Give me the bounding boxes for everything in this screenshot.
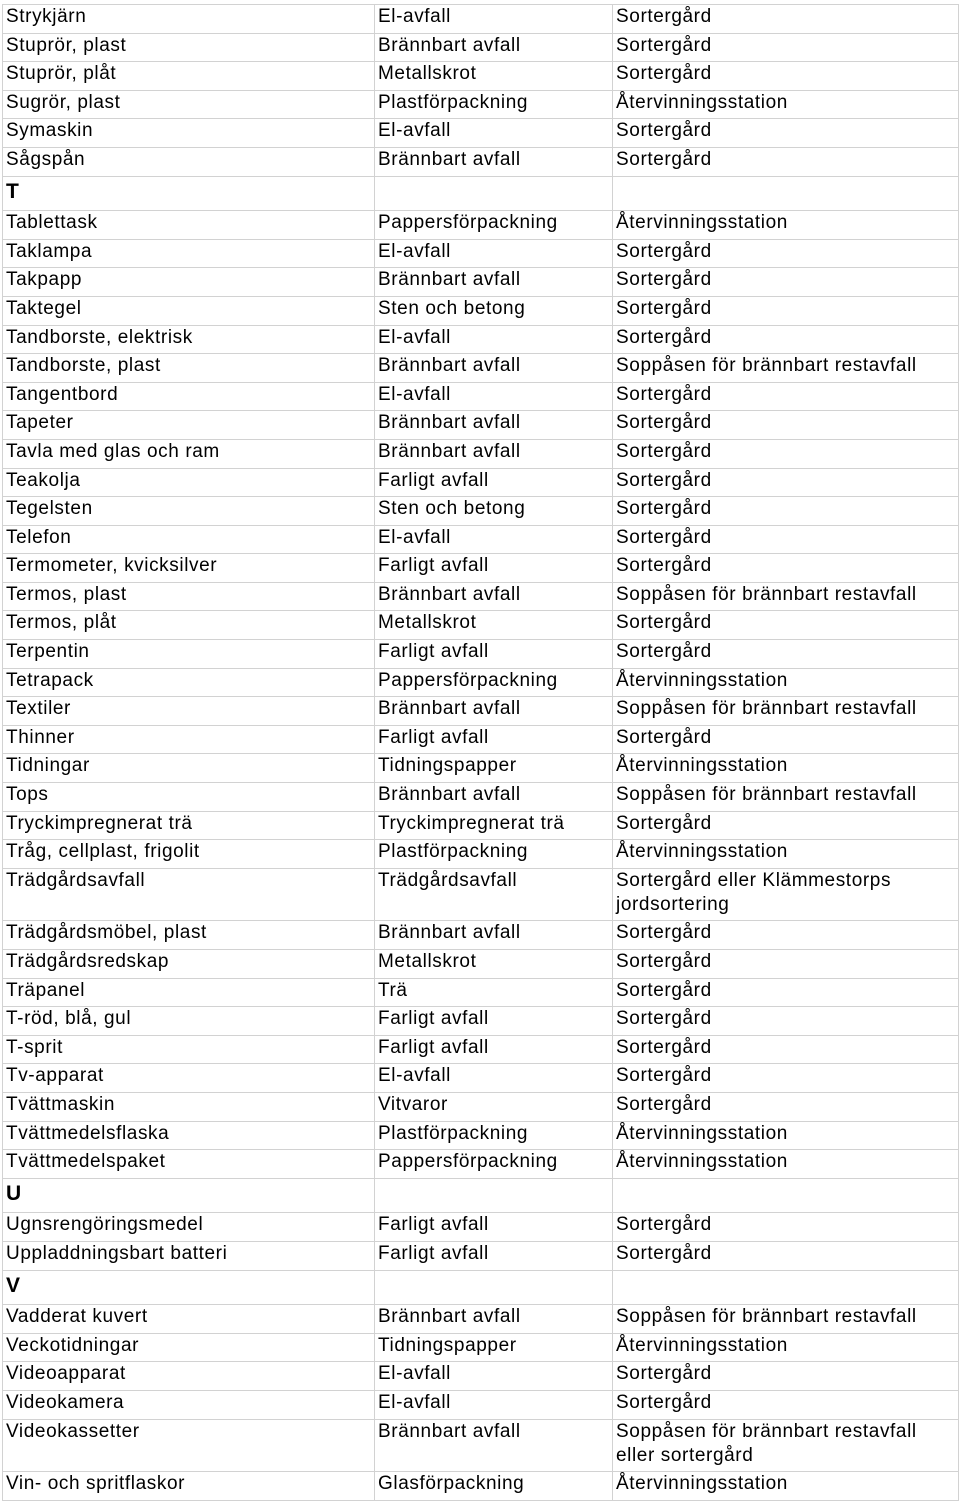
destination-cell: Återvinningsstation bbox=[613, 1472, 959, 1501]
item-name-cell: Tavla med glas och ram bbox=[3, 439, 375, 468]
item-name-cell: Tråg, cellplast, frigolit bbox=[3, 840, 375, 869]
waste-category-cell: Plastförpackning bbox=[375, 1121, 613, 1150]
item-name-cell: Stuprör, plast bbox=[3, 33, 375, 62]
destination-cell: Sortergård bbox=[613, 1213, 959, 1242]
table-row bbox=[3, 411, 959, 440]
table-row bbox=[3, 554, 959, 583]
item-name-cell: Textiler bbox=[3, 697, 375, 726]
section-letter: T bbox=[3, 176, 375, 211]
item-name-cell: Tegelsten bbox=[3, 497, 375, 526]
destination-cell: Sortergård eller Klämmestorps jordsortering bbox=[613, 868, 959, 921]
table-row bbox=[3, 1419, 959, 1472]
item-name-cell: Thinner bbox=[3, 725, 375, 754]
destination-cell: Sortergård bbox=[613, 1092, 959, 1121]
table-row bbox=[3, 950, 959, 979]
item-name-cell: Videokassetter bbox=[3, 1419, 375, 1472]
item-name-cell: Tandborste, elektrisk bbox=[3, 325, 375, 354]
table-row bbox=[3, 1472, 959, 1501]
waste-category-cell: El-avfall bbox=[375, 525, 613, 554]
item-name-cell: Tryckimpregnerat trä bbox=[3, 811, 375, 840]
item-name-cell: Strykjärn bbox=[3, 5, 375, 34]
item-name-cell: Telefon bbox=[3, 525, 375, 554]
destination-cell: Sortergård bbox=[613, 921, 959, 950]
destination-cell: Återvinningsstation bbox=[613, 211, 959, 240]
waste-category-cell: Brännbart avfall bbox=[375, 411, 613, 440]
destination-cell: Sortergård bbox=[613, 525, 959, 554]
table-row bbox=[3, 497, 959, 526]
item-name-cell: Videoapparat bbox=[3, 1362, 375, 1391]
table-row bbox=[3, 119, 959, 148]
waste-category-cell: Vitvaror bbox=[375, 1092, 613, 1121]
item-name-cell: Trädgårdsmöbel, plast bbox=[3, 921, 375, 950]
item-name-cell: Tvättmaskin bbox=[3, 1092, 375, 1121]
item-name-cell: Symaskin bbox=[3, 119, 375, 148]
table-row bbox=[3, 1121, 959, 1150]
item-name-cell: T-sprit bbox=[3, 1035, 375, 1064]
item-name-cell: Veckotidningar bbox=[3, 1333, 375, 1362]
waste-category-cell: Farligt avfall bbox=[375, 1035, 613, 1064]
table-row bbox=[3, 840, 959, 869]
item-name-cell: Tv-apparat bbox=[3, 1064, 375, 1093]
table-row bbox=[3, 1362, 959, 1391]
destination-cell: Sortergård bbox=[613, 5, 959, 34]
waste-category-cell: Sten och betong bbox=[375, 296, 613, 325]
empty-cell bbox=[613, 1178, 959, 1213]
destination-cell: Sortergård bbox=[613, 497, 959, 526]
waste-category-cell: El-avfall bbox=[375, 382, 613, 411]
empty-cell bbox=[375, 1270, 613, 1305]
table-row bbox=[3, 1035, 959, 1064]
destination-cell: Sortergård bbox=[613, 1390, 959, 1419]
waste-category-cell: El-avfall bbox=[375, 119, 613, 148]
destination-cell: Återvinningsstation bbox=[613, 90, 959, 119]
section-letter-row bbox=[3, 1270, 959, 1305]
item-name-cell: Tetrapack bbox=[3, 668, 375, 697]
waste-category-cell: Farligt avfall bbox=[375, 468, 613, 497]
destination-cell: Återvinningsstation bbox=[613, 754, 959, 783]
destination-cell: Sortergård bbox=[613, 268, 959, 297]
item-name-cell: Tangentbord bbox=[3, 382, 375, 411]
item-name-cell: Takpapp bbox=[3, 268, 375, 297]
waste-category-cell: El-avfall bbox=[375, 5, 613, 34]
table-row bbox=[3, 239, 959, 268]
destination-cell: Återvinningsstation bbox=[613, 840, 959, 869]
waste-category-cell: Brännbart avfall bbox=[375, 921, 613, 950]
empty-cell bbox=[375, 1178, 613, 1213]
table-row bbox=[3, 1241, 959, 1270]
item-name-cell: Tablettask bbox=[3, 211, 375, 240]
empty-cell bbox=[613, 176, 959, 211]
destination-cell: Sortergård bbox=[613, 1241, 959, 1270]
item-name-cell: Tandborste, plast bbox=[3, 354, 375, 383]
destination-cell: Sortergård bbox=[613, 468, 959, 497]
table-row bbox=[3, 296, 959, 325]
destination-cell: Sortergård bbox=[613, 1064, 959, 1093]
waste-category-cell: Farligt avfall bbox=[375, 554, 613, 583]
table-row bbox=[3, 611, 959, 640]
table-row bbox=[3, 921, 959, 950]
waste-category-cell: Tidningspapper bbox=[375, 1333, 613, 1362]
table-row bbox=[3, 978, 959, 1007]
item-name-cell: Tops bbox=[3, 783, 375, 812]
table-row bbox=[3, 325, 959, 354]
item-name-cell: Uppladdningsbart batteri bbox=[3, 1241, 375, 1270]
table-row bbox=[3, 147, 959, 176]
table-row bbox=[3, 62, 959, 91]
table-row bbox=[3, 811, 959, 840]
item-name-cell: Trädgårdsredskap bbox=[3, 950, 375, 979]
waste-category-cell: Trä bbox=[375, 978, 613, 1007]
table-row bbox=[3, 1333, 959, 1362]
destination-cell: Sortergård bbox=[613, 1007, 959, 1036]
item-name-cell: Tapeter bbox=[3, 411, 375, 440]
destination-cell: Sortergård bbox=[613, 554, 959, 583]
item-name-cell: Teakolja bbox=[3, 468, 375, 497]
table-row bbox=[3, 525, 959, 554]
table-row bbox=[3, 211, 959, 240]
waste-category-cell: Brännbart avfall bbox=[375, 783, 613, 812]
table-row bbox=[3, 33, 959, 62]
table-row bbox=[3, 1390, 959, 1419]
item-name-cell: Terpentin bbox=[3, 640, 375, 669]
waste-category-cell: Brännbart avfall bbox=[375, 268, 613, 297]
destination-cell: Sortergård bbox=[613, 725, 959, 754]
section-letter: U bbox=[3, 1178, 375, 1213]
item-name-cell: Tvättmedelsflaska bbox=[3, 1121, 375, 1150]
waste-category-cell: Brännbart avfall bbox=[375, 354, 613, 383]
waste-category-cell: El-avfall bbox=[375, 1390, 613, 1419]
table-row bbox=[3, 468, 959, 497]
item-name-cell: Ugnsrengöringsmedel bbox=[3, 1213, 375, 1242]
item-name-cell: Termometer, kvicksilver bbox=[3, 554, 375, 583]
destination-cell: Sortergård bbox=[613, 62, 959, 91]
destination-cell: Sortergård bbox=[613, 147, 959, 176]
destination-cell: Sortergård bbox=[613, 296, 959, 325]
destination-cell: Sortergård bbox=[613, 382, 959, 411]
table-body bbox=[3, 5, 959, 1501]
item-name-cell: Tidningar bbox=[3, 754, 375, 783]
waste-category-cell: Brännbart avfall bbox=[375, 439, 613, 468]
item-name-cell: Träpanel bbox=[3, 978, 375, 1007]
waste-category-cell: Farligt avfall bbox=[375, 1213, 613, 1242]
waste-category-cell: Brännbart avfall bbox=[375, 1419, 613, 1472]
table-row bbox=[3, 1150, 959, 1179]
table-row bbox=[3, 1007, 959, 1036]
table-row bbox=[3, 439, 959, 468]
item-name-cell: Termos, plåt bbox=[3, 611, 375, 640]
waste-category-cell: Plastförpackning bbox=[375, 90, 613, 119]
table-row bbox=[3, 697, 959, 726]
waste-sorting-table bbox=[2, 4, 959, 1501]
waste-category-cell: Brännbart avfall bbox=[375, 1305, 613, 1334]
waste-category-cell: Pappersförpackning bbox=[375, 211, 613, 240]
item-name-cell: Vin- och spritflaskor bbox=[3, 1472, 375, 1501]
waste-category-cell: Farligt avfall bbox=[375, 1241, 613, 1270]
empty-cell bbox=[613, 1270, 959, 1305]
destination-cell: Sortergård bbox=[613, 1035, 959, 1064]
destination-cell: Sortergård bbox=[613, 950, 959, 979]
waste-category-cell: Farligt avfall bbox=[375, 1007, 613, 1036]
waste-category-cell: Tryckimpregnerat trä bbox=[375, 811, 613, 840]
destination-cell: Sortergård bbox=[613, 811, 959, 840]
waste-category-cell: Brännbart avfall bbox=[375, 697, 613, 726]
table-row bbox=[3, 268, 959, 297]
destination-cell: Soppåsen för brännbart restavfall bbox=[613, 354, 959, 383]
section-letter-row bbox=[3, 1178, 959, 1213]
section-letter-row bbox=[3, 176, 959, 211]
waste-category-cell: El-avfall bbox=[375, 325, 613, 354]
waste-category-cell: El-avfall bbox=[375, 1064, 613, 1093]
destination-cell: Sortergård bbox=[613, 411, 959, 440]
table-row bbox=[3, 1092, 959, 1121]
item-name-cell: T-röd, blå, gul bbox=[3, 1007, 375, 1036]
table-row bbox=[3, 754, 959, 783]
destination-cell: Sortergård bbox=[613, 119, 959, 148]
waste-category-cell: Brännbart avfall bbox=[375, 33, 613, 62]
item-name-cell: Trädgårdsavfall bbox=[3, 868, 375, 921]
section-letter: V bbox=[3, 1270, 375, 1305]
destination-cell: Sortergård bbox=[613, 439, 959, 468]
waste-category-cell: Farligt avfall bbox=[375, 640, 613, 669]
table-row bbox=[3, 382, 959, 411]
destination-cell: Sortergård bbox=[613, 640, 959, 669]
table-row bbox=[3, 640, 959, 669]
waste-category-cell: Metallskrot bbox=[375, 62, 613, 91]
table-row bbox=[3, 725, 959, 754]
item-name-cell: Termos, plast bbox=[3, 582, 375, 611]
table-row bbox=[3, 668, 959, 697]
destination-cell: Soppåsen för brännbart restavfall bbox=[613, 697, 959, 726]
waste-category-cell: Brännbart avfall bbox=[375, 147, 613, 176]
table-row bbox=[3, 1064, 959, 1093]
waste-category-cell: Pappersförpackning bbox=[375, 668, 613, 697]
destination-cell: Soppåsen för brännbart restavfall eller sortergård bbox=[613, 1419, 959, 1472]
item-name-cell: Taktegel bbox=[3, 296, 375, 325]
waste-category-cell: El-avfall bbox=[375, 1362, 613, 1391]
waste-category-cell: Tidningspapper bbox=[375, 754, 613, 783]
table-row bbox=[3, 90, 959, 119]
table-row bbox=[3, 868, 959, 921]
table-row bbox=[3, 5, 959, 34]
destination-cell: Återvinningsstation bbox=[613, 1333, 959, 1362]
item-name-cell: Stuprör, plåt bbox=[3, 62, 375, 91]
waste-category-cell: Brännbart avfall bbox=[375, 582, 613, 611]
destination-cell: Sortergård bbox=[613, 978, 959, 1007]
destination-cell: Återvinningsstation bbox=[613, 1121, 959, 1150]
destination-cell: Soppåsen för brännbart restavfall bbox=[613, 783, 959, 812]
destination-cell: Sortergård bbox=[613, 1362, 959, 1391]
waste-category-cell: Farligt avfall bbox=[375, 725, 613, 754]
waste-category-cell: El-avfall bbox=[375, 239, 613, 268]
destination-cell: Återvinningsstation bbox=[613, 668, 959, 697]
waste-category-cell: Metallskrot bbox=[375, 611, 613, 640]
waste-category-cell: Pappersförpackning bbox=[375, 1150, 613, 1179]
waste-category-cell: Plastförpackning bbox=[375, 840, 613, 869]
table-row bbox=[3, 783, 959, 812]
item-name-cell: Videokamera bbox=[3, 1390, 375, 1419]
table-row bbox=[3, 1213, 959, 1242]
item-name-cell: Sugrör, plast bbox=[3, 90, 375, 119]
waste-category-cell: Metallskrot bbox=[375, 950, 613, 979]
destination-cell: Återvinningsstation bbox=[613, 1150, 959, 1179]
waste-category-cell: Glasförpackning bbox=[375, 1472, 613, 1501]
destination-cell: Sortergård bbox=[613, 611, 959, 640]
item-name-cell: Taklampa bbox=[3, 239, 375, 268]
destination-cell: Soppåsen för brännbart restavfall bbox=[613, 1305, 959, 1334]
waste-category-cell: Trädgårdsavfall bbox=[375, 868, 613, 921]
empty-cell bbox=[375, 176, 613, 211]
destination-cell: Sortergård bbox=[613, 239, 959, 268]
table-row bbox=[3, 582, 959, 611]
table-row bbox=[3, 354, 959, 383]
waste-category-cell: Sten och betong bbox=[375, 497, 613, 526]
table-row bbox=[3, 1305, 959, 1334]
destination-cell: Soppåsen för brännbart restavfall bbox=[613, 582, 959, 611]
item-name-cell: Sågspån bbox=[3, 147, 375, 176]
item-name-cell: Tvättmedelspaket bbox=[3, 1150, 375, 1179]
item-name-cell: Vadderat kuvert bbox=[3, 1305, 375, 1334]
destination-cell: Sortergård bbox=[613, 33, 959, 62]
destination-cell: Sortergård bbox=[613, 325, 959, 354]
